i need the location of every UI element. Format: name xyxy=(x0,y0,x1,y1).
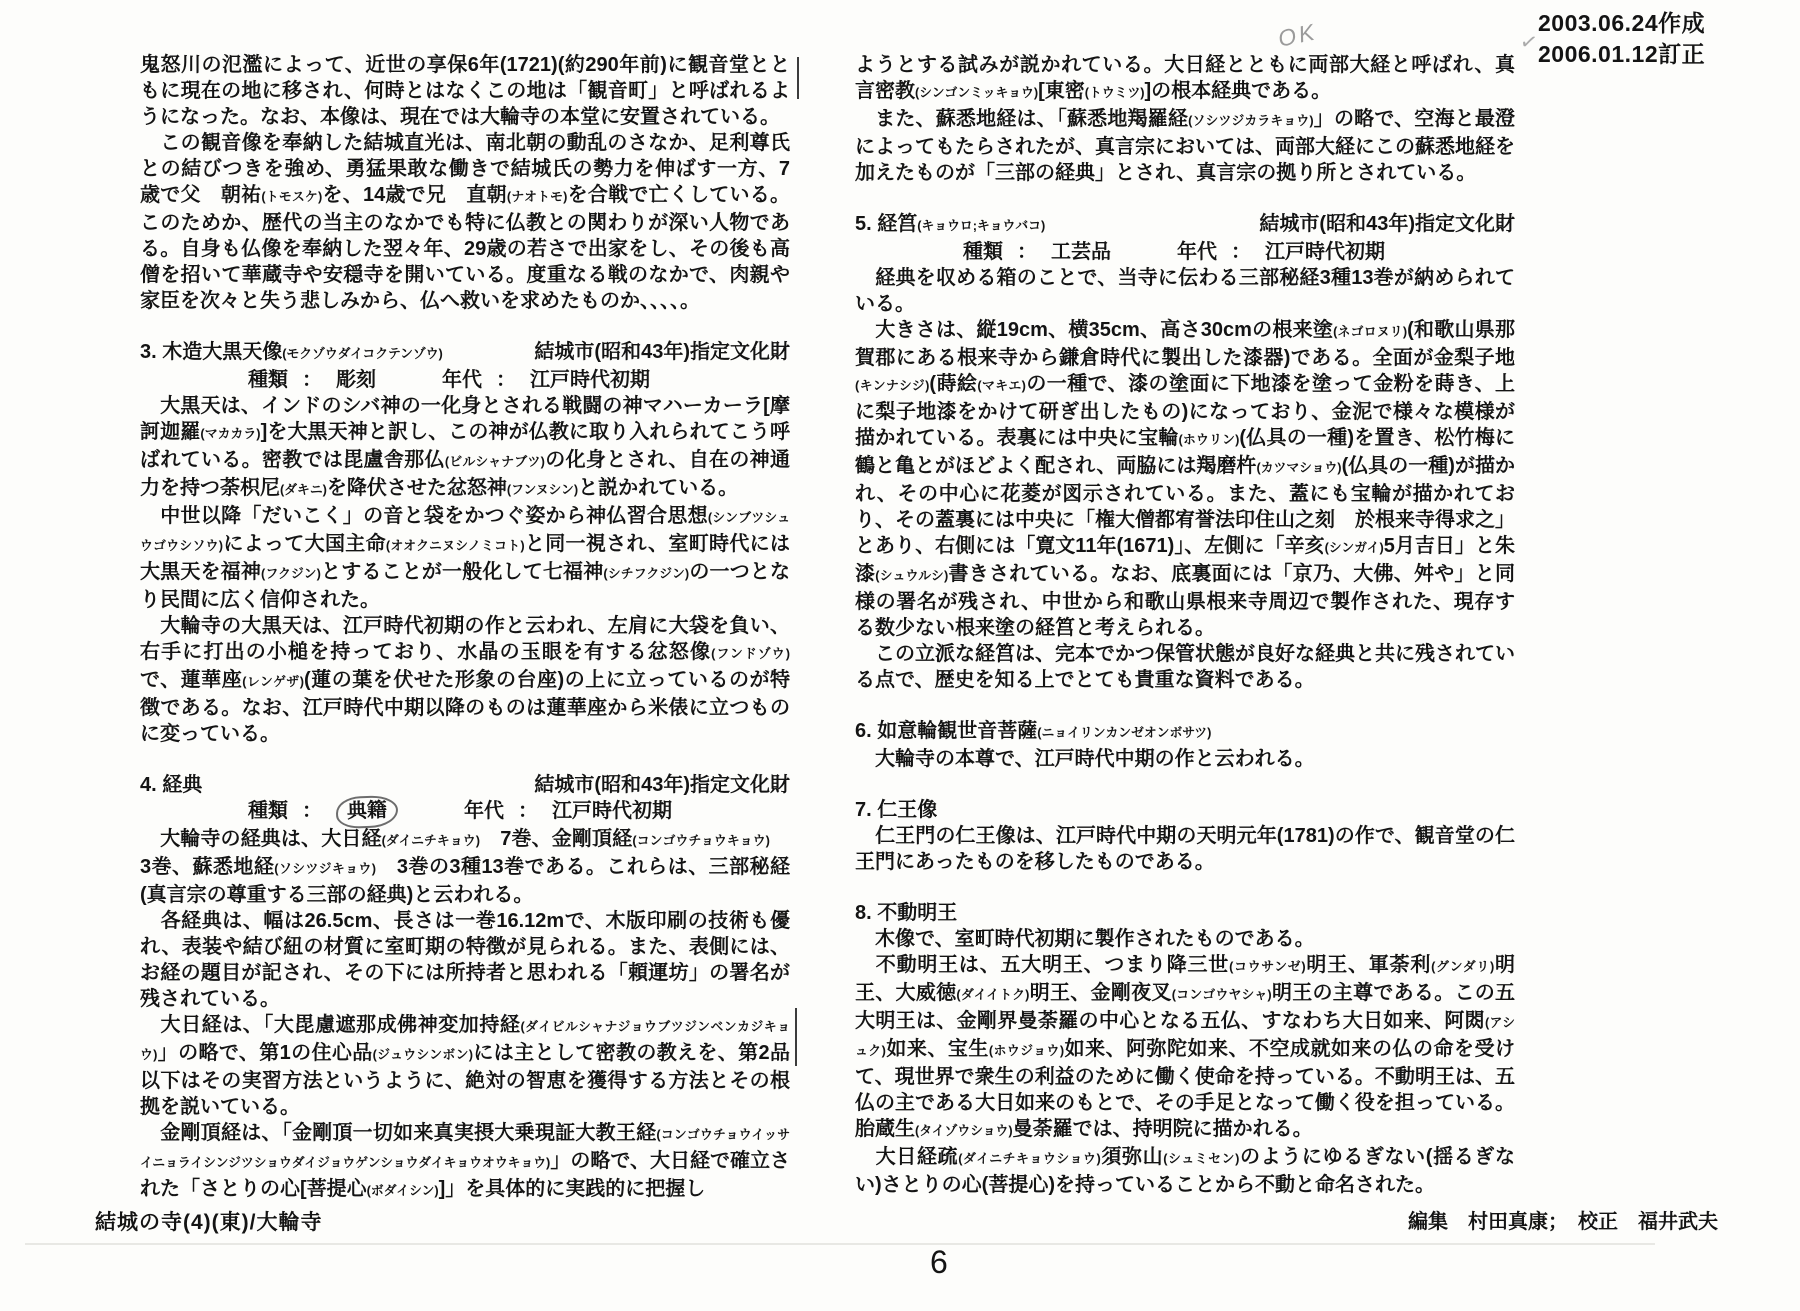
field-colon: ： xyxy=(1017,241,1037,263)
furigana: (カツマショウ) xyxy=(1256,460,1342,475)
handwritten-ok-mark: OK xyxy=(1275,18,1320,52)
section-title: 3. 木造大黒天像(モクゾウダイコクテンゾウ) xyxy=(140,341,443,363)
paragraph: 大日経疏(ダイニチキョウショウ)須弥山(シュミセン)のようにゆるぎない(揺るぎない)さとりの心(菩提心)を持っていることから不動と命名された。 xyxy=(855,1146,1515,1196)
paragraph: 鬼怒川の氾濫によって、近世の享保6年(1721)(約290年前)に観音堂とともに現在の地に移され、何時とはなくこの地は「観音町」と呼ばれるようになった。なお、本像は、現在では大輪寺の本堂に安置されている。 xyxy=(140,54,790,128)
footer-credits: 編集 村田真康； 校正 福井武夫 xyxy=(1408,1211,1718,1233)
section-heading xyxy=(855,797,1515,823)
section-fields xyxy=(140,367,790,393)
field-value: 典籍 xyxy=(335,795,398,829)
header-dates xyxy=(1538,8,1705,70)
paragraph: 仁王門の仁王像は、江戸時代中期の天明元年(1781)の作で、観音堂の仁王門にあったものを移したものである。 xyxy=(855,825,1515,873)
furigana: (ソシツジキョウ) xyxy=(274,861,377,876)
footer-series-title: 結城の寺(4)(東)/大輪寺 xyxy=(95,1211,323,1234)
furigana: (シチフクジン) xyxy=(603,566,690,581)
furigana: (コンゴウヤシャ) xyxy=(1171,987,1272,1002)
furigana: (ビルシャナブツ) xyxy=(444,454,545,469)
furigana: (シンブツシュウゴウシソウ) xyxy=(140,510,791,553)
field-value: 江戸時代初期 xyxy=(552,800,672,822)
fields-gap xyxy=(398,798,464,826)
furigana: (ネゴロヌリ) xyxy=(1333,324,1408,339)
furigana: (オオクニヌシノミコト) xyxy=(385,538,525,553)
fold-mark-top xyxy=(797,57,799,99)
paragraph: 木像で、室町時代初期に製作されたものである。 xyxy=(855,928,1315,950)
section-title: 7. 仁王像 xyxy=(855,799,938,821)
furigana: (ニョイリンカンゼオンボサツ) xyxy=(1037,725,1212,740)
section-heading xyxy=(855,718,1515,746)
furigana: (ホウリン) xyxy=(1178,432,1240,447)
furigana: (レンゲザ) xyxy=(242,674,305,689)
furigana: (ダイニチキョウショウ) xyxy=(958,1151,1101,1166)
furigana: (コンゴウチョウイッサイニョライシンジツショウダイジョウゲンショウダイキョウオウキョウ) xyxy=(140,1127,790,1170)
furigana: (シンゴンミッキョウ) xyxy=(915,85,1039,100)
furigana: (グンダリ) xyxy=(1431,959,1495,974)
field-label: 種類 xyxy=(248,800,288,822)
paragraph: この観音像を奉納した結城直光は、南北朝の動乱のさなか、足利尊氏との結びつきを強め、勇猛果敢な働きで結城氏の勢力を伸ばす一方、7歳で父 朝祐(トモスケ)を、14歳で兄 直朝(ナオトモ)を合戦で亡くしている。このためか、歴代の当主のなかでも特に仏教との関わりが深い人物である。自身も仏像を奉納した翌々年、29歳の若さで出家をし、その後も高僧を招いて華蔵寺や安穏寺を開いている。度重なる戦のなかで、肉親や家臣を次々と失う悲しみから、仏へ救いを求めたものか、、、、。 xyxy=(140,132,790,312)
field-value: 江戸時代初期 xyxy=(1265,241,1385,263)
paragraph: 大輪寺の本尊で、江戸時代中期の作と云われる。 xyxy=(855,748,1315,770)
furigana: (ボダイシン) xyxy=(366,1183,439,1198)
furigana: (マカカラ) xyxy=(200,426,261,441)
left-column xyxy=(140,52,790,1204)
field-colon: ： xyxy=(496,369,516,391)
furigana: (トモスケ) xyxy=(261,189,323,204)
paragraph: この立派な経筥は、完本でかつ保管状態が良好な経典と共に残されている点で、歴史を知る上でとても貴重な資料である。 xyxy=(855,643,1515,691)
furigana: (キョウロ;キョウバコ) xyxy=(917,218,1046,233)
furigana: (ダイニチキョウ) xyxy=(381,833,480,848)
furigana: (キンナシジ) xyxy=(855,378,930,393)
field-label: 年代 xyxy=(442,369,482,391)
section-fields xyxy=(855,239,1515,265)
section-title: 6. 如意輪観世音菩薩(ニョイリンカンゼオンボサツ) xyxy=(855,720,1212,742)
section-fields xyxy=(140,798,790,826)
field-label: 種類 xyxy=(963,241,1003,263)
field-colon: ： xyxy=(518,800,538,822)
furigana: (コウサンゼ) xyxy=(1229,959,1306,974)
furigana: (ダイビルシャナジョウブツジンベンカジキョウ) xyxy=(140,1019,790,1062)
field-label: 年代 xyxy=(1177,241,1217,263)
furigana: (アシュク) xyxy=(855,1015,1516,1058)
fields-gap xyxy=(1111,239,1177,265)
paragraph: 大輪寺の大黒天は、江戸時代初期の作と云われ、左肩に大袋を負い、右手に打出の小槌を持っており、水晶の玉眼を有する忿怒像(フンドゾウ)で、蓮華座(レンゲザ)(蓮の葉を伏せた形象の台座)の上に立っているのが特徴である。なお、江戸時代中期以降のものは蓮華座から米俵に立つものに変っている。 xyxy=(140,615,791,745)
paragraph: 中世以降「だいこく」の音と袋をかつぐ姿から神仏習合思想(シンブツシュウゴウシソウ)によって大国主命(オオクニヌシノミコト)と同一視され、室町時代には大黒天を福神(フクジン)とすることが一般化して七福神(シチフクジン)の一つとなり民間に広く信仰された。 xyxy=(140,505,791,611)
right-column xyxy=(855,52,1515,1198)
paragraph: 不動明王は、五大明王、つまり降三世(コウサンゼ)明王、軍荼利(グンダリ)明王、大威徳(ダイイトク)明王、金剛夜叉(コンゴウヤシャ)明王の主尊である。この五大明王は、金剛界曼荼羅の中心となる五仏、すなわち大日如来、阿閦(アシュク)如来、宝生(ホウジョウ)如来、阿弥陀如来、不空成就如来の仏の命を受けて、現世界で衆生の利益のために働く使命を持っている。不動明王は、五仏の主である大日如来のもとで、その手足となって働く役を担っている。胎蔵生(タイゾウショウ)曼荼羅では、持明院に描かれる。 xyxy=(855,954,1516,1140)
furigana: (フンヌシン) xyxy=(506,482,579,497)
fold-mark-bottom xyxy=(795,1008,797,1066)
field-label: 種類 xyxy=(248,369,288,391)
furigana: (ソシツジカラキョウ) xyxy=(1188,113,1314,128)
section-title: 5. 経筥(キョウロ;キョウバコ) xyxy=(855,213,1046,235)
field-value: 工芸品 xyxy=(1051,241,1111,263)
designation-label: 結城市(昭和43年)指定文化財 xyxy=(1259,213,1515,235)
section-title: 4. 経典 xyxy=(140,774,203,796)
paragraph: 大きさは、縦19cm、横35cm、高さ30cmの根来塗(ネゴロヌリ)(和歌山県那賀郡にある根来寺から鎌倉時代に製出した漆器)である。全面が金梨子地(キンナシジ)(蒔絵(マキエ)の一種で、漆の塗面に下地漆を塗って金粉を蒔き、上に梨子地漆をかけて研ぎ出したもの)になっており、金泥で様々な模様が描かれている。表裏には中央に宝輪(ホウリン)(仏具の一種)を置き、松竹梅に鶴と亀とがほどよく配され、両脇には羯磨杵(カツマショウ)(仏具の一種)が描かれ、その中心に花菱が図示されている。また、蓋にも宝輪が描かれており、その蓋裏には中央に「権大僧都宥誉法印住山之刻 於根来寺得求之」とあり、右側には「寛文11年(1671)」、左側に「辛亥(シンガイ)5月吉日」と朱漆(シュウルシ)書きされている。なお、底裏面には「京乃、大佛、舛や」と同様の署名が残され、中世から和歌山県根来寺周辺で製作された、現存する数少ない根来塗の経筥と考えられる。 xyxy=(855,319,1516,639)
section-title: 8. 不動明王 xyxy=(855,902,958,924)
section-heading xyxy=(140,339,790,367)
furigana: (ジュウシンボン) xyxy=(372,1047,474,1062)
field-colon: ： xyxy=(1231,241,1251,263)
section-heading xyxy=(855,211,1515,239)
furigana: (モクゾウダイコクテンゾウ) xyxy=(282,346,443,361)
field-value: 彫刻 xyxy=(336,369,376,391)
furigana: (ナオトモ) xyxy=(506,189,568,204)
furigana: (シンガイ) xyxy=(1324,540,1384,555)
field-colon: ： xyxy=(302,369,322,391)
furigana: (シュウルシ) xyxy=(875,568,949,583)
paragraph: 大輪寺の経典は、大日経(ダイニチキョウ) 7巻、金剛頂経(コンゴウチョウキョウ) 3巻、蘇悉地経(ソシツジキョウ) 3巻の3種13巻である。これらは、三部秘経(真言宗の尊重する三部の経典)と云われる。 xyxy=(140,828,791,906)
furigana: (ホウジョウ) xyxy=(988,1043,1065,1058)
paragraph: また、蘇悉地経は、「蘇悉地羯羅経(ソシツジカラキョウ)」の略で、空海と最澄によってもたらされたが、真言宗においては、両部大経にこの蘇悉地経を加えたものが「三部の経典」とされ、真言宗の拠り所とされている。 xyxy=(855,108,1516,184)
designation-label: 結城市(昭和43年)指定文化財 xyxy=(534,341,790,363)
paragraph: 経典を収める箱のことで、当寺に伝わる三部秘経3種13巻が納められている。 xyxy=(855,267,1515,315)
furigana: (タイゾウショウ) xyxy=(915,1123,1013,1138)
fields-gap xyxy=(376,367,442,393)
furigana: (ダキニ) xyxy=(280,482,327,497)
field-label: 年代 xyxy=(464,800,504,822)
created-date: 2003.06.24作成 xyxy=(1538,10,1706,36)
paragraph: 大黒天は、インドのシバ神の一化身とされる戦闘の神マハーカーラ[摩訶迦羅(マカカラ)]を大黒天神と訳し、この神が仏教に取り入れられてこう呼ばれている。密教では毘盧舎那仏(ビルシャナブツ)の化身とされ、自在の神通力を持つ荼枳尼(ダキニ)を降伏させた忿怒神(フンヌシン)と説かれている。 xyxy=(140,395,790,499)
furigana: (フクジン) xyxy=(261,566,321,581)
furigana: (コンゴウチョウキョウ) xyxy=(632,833,770,848)
paragraph: ようとする試みが説かれている。大日経とともに両部大経と呼ばれ、真言密教(シンゴンミッキョウ)[東密(トウミツ)]の根本経典である。 xyxy=(855,54,1515,102)
designation-label: 結城市(昭和43年)指定文化財 xyxy=(534,774,790,796)
scan-fold-line xyxy=(25,1243,1655,1245)
paragraph: 大日経は、「大毘慮遮那成佛神変加持経(ダイビルシャナジョウブツジンベンカジキョウ)」の略で、第1の住心品(ジュウシンボン)には主として密教の教えを、第2品以下はその実習方法というように、絶対の智恵を獲得する方法とその根拠を説いている。 xyxy=(140,1014,791,1118)
handwritten-check-mark: ✓ xyxy=(1518,29,1540,56)
section-heading xyxy=(140,772,790,798)
furigana: (ダイイトク) xyxy=(956,987,1030,1002)
furigana: (マキエ) xyxy=(977,378,1026,393)
revised-date: 2006.01.12訂正 xyxy=(1538,41,1706,67)
furigana: (トウミツ) xyxy=(1084,85,1145,100)
furigana: (シュミセン) xyxy=(1163,1151,1240,1166)
paragraph: 各経典は、幅は26.5cm、長さは一巻16.12mで、木版印刷の技術も優れ、表装や結び紐の材質に室町期の特徴が見られる。また、表側には、お経の題目が記され、その下には所持者と思われる「頼運坊」の署名が残されている。 xyxy=(140,910,790,1010)
paragraph: 金剛頂経は、「金剛頂一切如来真実摂大乗現証大教王経(コンゴウチョウイッサイニョライシンジツショウダイジョウゲンショウダイキョウオウキョウ)」の略で、大日経で確立された「さとりの心[菩提心(ボダイシン)]」を具体的に実践的に把握し xyxy=(140,1122,790,1200)
section-heading xyxy=(855,900,1515,926)
furigana: (フンドゾウ) xyxy=(711,646,790,661)
field-value: 江戸時代初期 xyxy=(530,369,650,391)
field-colon: ： xyxy=(302,800,322,822)
page-number: 6 xyxy=(930,1244,948,1280)
